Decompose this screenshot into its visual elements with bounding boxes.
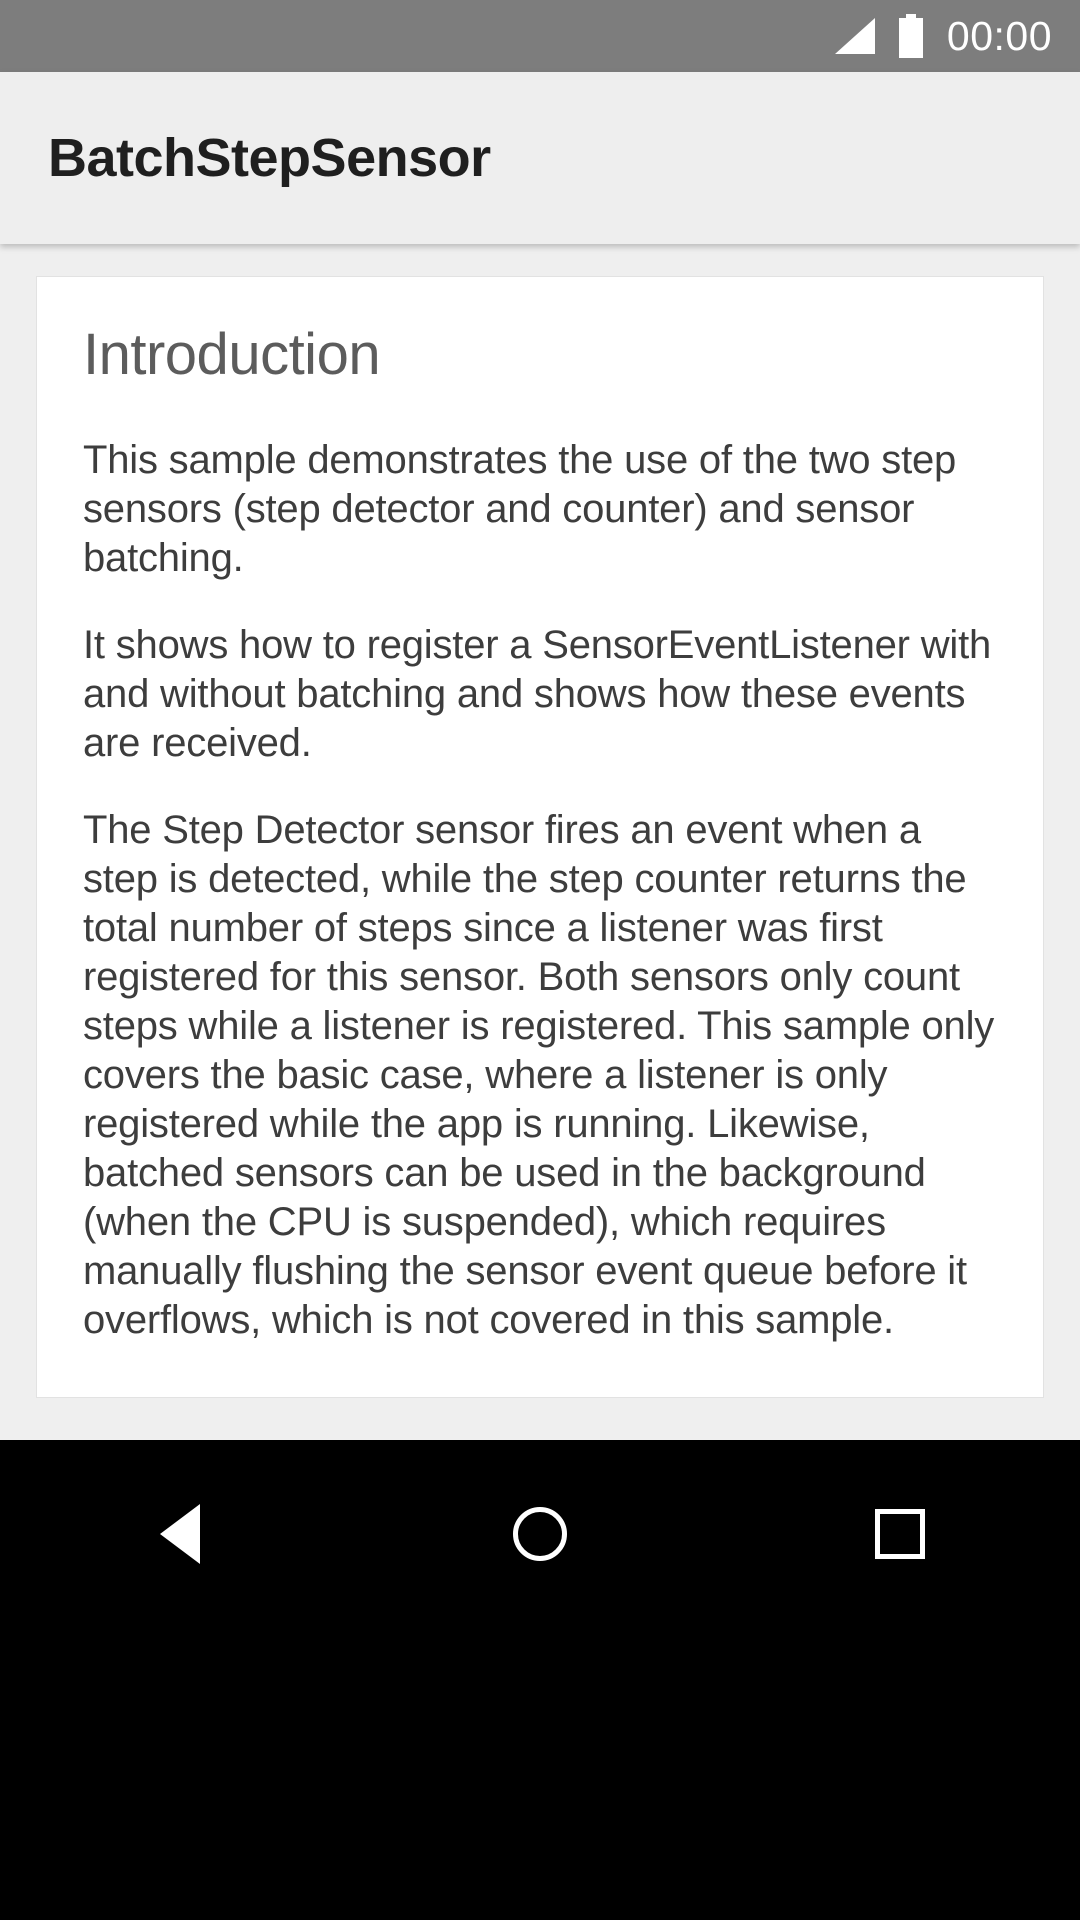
system-navigation-bar: [0, 1440, 1080, 1920]
intro-paragraph-3: The Step Detector sensor fires an event when a step is detected, while the step counter returns the total number of steps since a listener was first registered for this sensor. Both sensors only count steps while a listener is registered. This sample only covers the basic case, where a listener is only registered while the app is running. Likewise, batched sensors can be used in the background (when the CPU is suspended), which requires manually flushing the sensor event queue before it overflows, which is not covered in this sample.: [83, 808, 995, 1342]
back-icon: [160, 1504, 200, 1564]
card-introduction: [36, 276, 1044, 1398]
recents-icon: [875, 1509, 925, 1559]
signal-bars-icon: [833, 16, 877, 56]
status-icons: [833, 14, 925, 58]
app-bar: [0, 72, 1080, 244]
status-bar: [0, 0, 1080, 72]
status-bar-clock: 00:00: [946, 12, 1052, 59]
back-button[interactable]: [100, 1484, 260, 1584]
introduction-body: [83, 436, 997, 1345]
home-button[interactable]: [460, 1484, 620, 1584]
battery-full-icon: [897, 14, 925, 58]
card-title-introduction: Introduction: [83, 322, 381, 387]
recents-button[interactable]: [820, 1484, 980, 1584]
intro-paragraph-1: This sample demonstrates the use of the two step sensors (step detector and counter) and sensor batching.: [83, 438, 957, 580]
home-icon: [513, 1507, 567, 1561]
page-title: BatchStepSensor: [48, 128, 491, 188]
scroll-content[interactable]: [0, 244, 1080, 1440]
intro-paragraph-2: It shows how to register a SensorEventListener with and without batching and shows how these events are received.: [83, 623, 992, 765]
